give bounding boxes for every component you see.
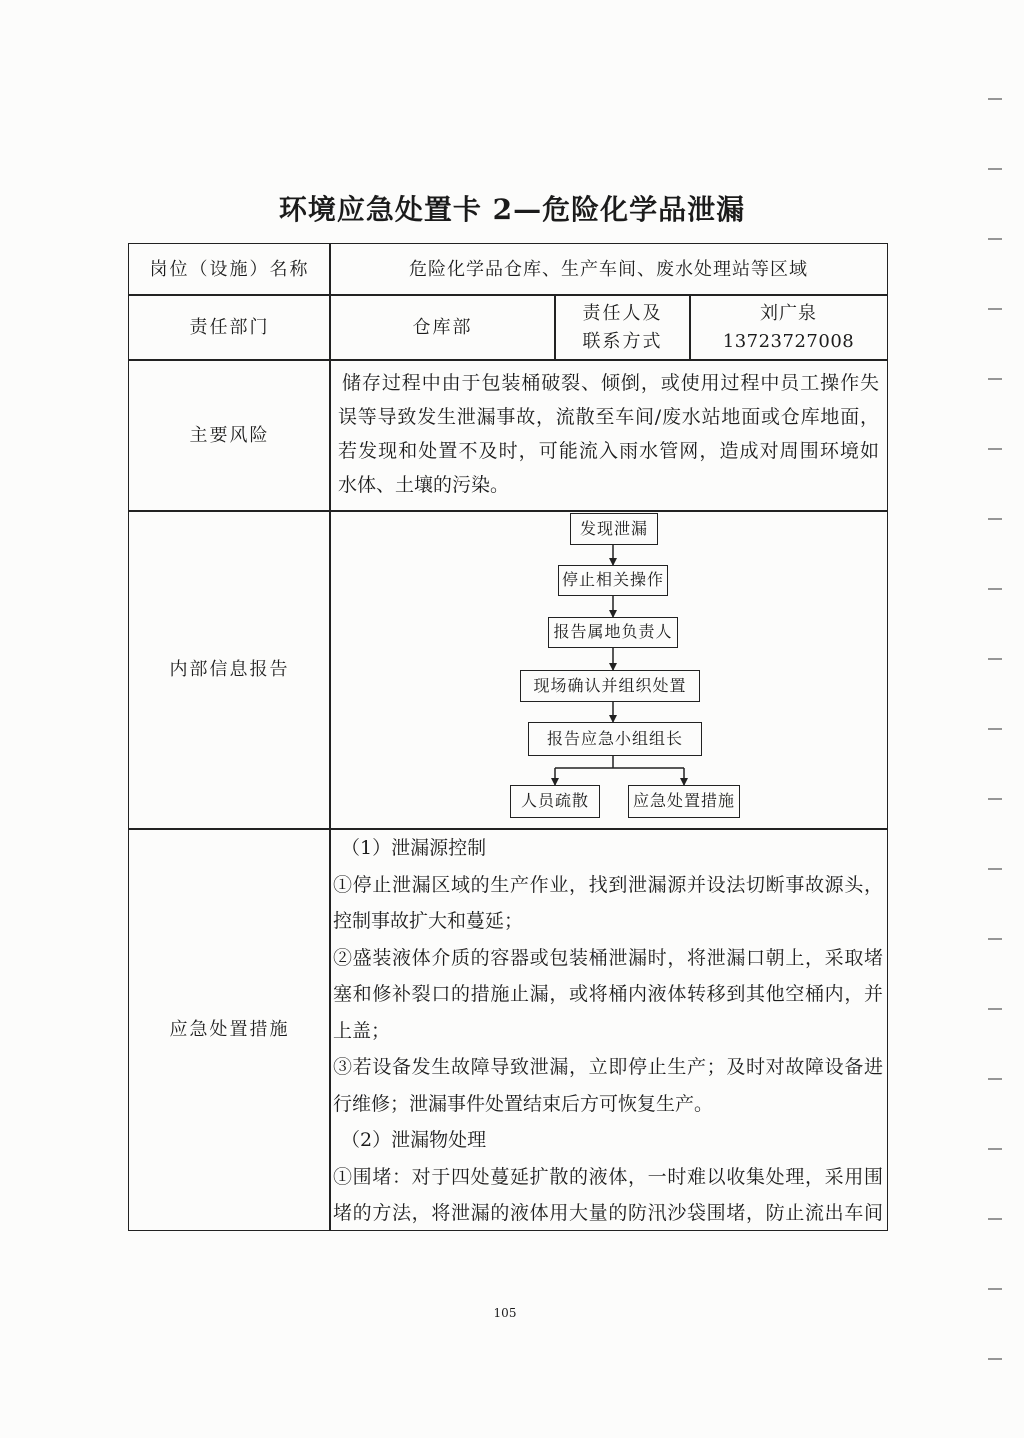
risk-label-cell <box>128 359 331 512</box>
measures-line: 上盖； <box>333 1019 391 1042</box>
measures-line: ③若设备发生故障导致泄漏，立即停止生产；及时对故障设备进 <box>333 1056 883 1078</box>
measures-heading: （2）泄漏物处理 <box>341 1129 487 1151</box>
person-label-cell <box>554 294 691 361</box>
flow-step-confirm-and-organize: 现场确认并组织处置 <box>520 670 700 702</box>
dept-value: 仓库部 <box>412 316 473 338</box>
flow-step-report-team-leader: 报告应急小组组长 <box>528 722 702 756</box>
measures-line: ①停止泄漏区域的生产作业，找到泄漏源并设法切断事故源头， <box>333 873 883 896</box>
post-value: 危险化学品仓库、生产车间、废水处理站等区域 <box>409 258 808 280</box>
flow-step-discover: 发现泄漏 <box>570 513 658 545</box>
measures-line: 塞和修补裂口的措施止漏，或将桶内液体转移到其他空桶内，并 <box>333 983 883 1005</box>
person-phone: 13723727008 <box>722 330 855 352</box>
measures-line: ②盛装液体介质的容器或包装桶泄漏时，将泄漏口朝上，采取堵 <box>333 946 883 969</box>
person-value-cell <box>689 294 888 361</box>
measures-line: ①围堵：对于四处蔓延扩散的液体，一时难以收集处理，采用围 <box>333 1165 883 1188</box>
post-label-cell <box>128 243 331 296</box>
flow-step-report-local-lead: 报告属地负责人 <box>548 617 678 648</box>
risk-label: 主要风险 <box>189 424 270 446</box>
person-label-line-2: 联系方式 <box>582 330 663 352</box>
measures-line: 控制事故扩大和蔓延； <box>333 910 524 932</box>
risk-line: 误等导致发生泄漏事故，流散至车间/废水站地面或仓库地面， <box>338 406 879 428</box>
risk-line: 储存过程中由于包装桶破裂、倾倒，或使用过程中员工操作失 <box>342 372 879 394</box>
risk-text-cell <box>329 359 888 512</box>
flow-branch-evacuation: 人员疏散 <box>510 785 600 818</box>
card-title: 环境应急处置卡 2—危险化学品泄漏 <box>278 193 746 226</box>
measures-heading: （1）泄漏源控制 <box>341 837 487 859</box>
post-value-cell <box>329 243 888 296</box>
dept-label: 责任部门 <box>189 316 270 338</box>
measures-text-cell <box>329 828 888 1231</box>
measures-line: 堵的方法，将泄漏的液体用大量的防汛沙袋围堵，防止流出车间 <box>333 1202 883 1224</box>
risk-line: 水体、土壤的污染。 <box>338 474 510 496</box>
measures-label: 应急处置措施 <box>169 1018 290 1040</box>
scan-edge-marks <box>988 30 1002 1410</box>
report-flowchart <box>330 510 888 828</box>
report-label-cell <box>128 510 331 830</box>
person-label-line-1: 责任人及 <box>582 302 663 324</box>
report-label: 内部信息报告 <box>169 659 290 680</box>
measures-label-cell <box>128 828 331 1231</box>
dept-value-cell <box>329 294 556 361</box>
post-label: 岗位（设施）名称 <box>149 258 310 280</box>
dept-label-cell <box>128 294 331 361</box>
flow-step-stop-operation: 停止相关操作 <box>558 565 668 596</box>
flow-branch-emergency-measures: 应急处置措施 <box>628 785 740 818</box>
page-number: 105 <box>493 1306 517 1320</box>
risk-line: 若发现和处置不及时，可能流入雨水管网，造成对周围环境如 <box>338 440 879 462</box>
person-name: 刘广泉 <box>760 302 817 324</box>
flowchart-connectors <box>330 510 888 828</box>
measures-line: 行维修；泄漏事件处置结束后方可恢复生产。 <box>333 1092 714 1115</box>
